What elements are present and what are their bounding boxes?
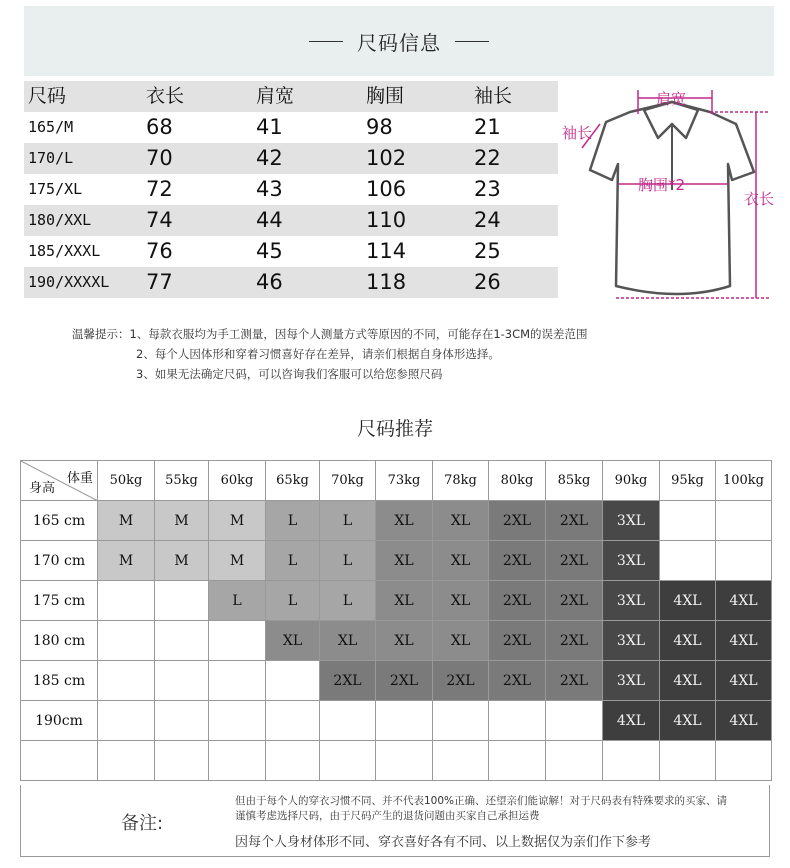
cell-length: 74	[146, 208, 173, 232]
size-cell: 3XL	[603, 501, 660, 541]
cell-length: 77	[146, 270, 173, 294]
size-cell: 3XL	[603, 581, 660, 621]
size-cell: 2XL	[489, 581, 546, 621]
height-label	[21, 741, 98, 781]
size-cell: XL	[376, 621, 433, 661]
size-cell: L	[266, 581, 320, 621]
weight-header: 73kg	[376, 461, 433, 501]
size-cell	[660, 541, 716, 581]
size-cell: 2XL	[489, 541, 546, 581]
weight-header: 70kg	[320, 461, 376, 501]
table-row	[21, 501, 772, 541]
height-label: 165 cm	[21, 501, 98, 541]
cell-length: 72	[146, 177, 173, 201]
weight-header: 55kg	[155, 461, 209, 501]
size-cell: 2XL	[489, 501, 546, 541]
notes-prefix: 温馨提示：	[72, 327, 130, 341]
size-cell	[155, 701, 209, 741]
shirt-icon	[560, 80, 790, 316]
size-cell	[376, 701, 433, 741]
size-cell	[433, 741, 489, 781]
size-cell: XL	[433, 581, 489, 621]
remark-disclaimer: 因每个人身材体形不同、穿衣喜好各有不同、以上数据仅为亲们作下参考	[235, 835, 652, 850]
recommendation-title: 尺码推荐	[356, 418, 433, 440]
note-line	[72, 324, 588, 344]
size-cell: L	[320, 541, 376, 581]
header-shoulder: 肩宽	[256, 85, 295, 107]
weight-header: 100kg	[716, 461, 772, 501]
size-cell: L	[266, 541, 320, 581]
size-recommendation-table	[20, 460, 772, 781]
size-cell: 3XL	[603, 541, 660, 581]
size-cell: M	[155, 541, 209, 581]
cell-chest: 118	[366, 270, 407, 294]
size-cell: 2XL	[546, 581, 603, 621]
size-cell: XL	[433, 501, 489, 541]
size-cell: M	[209, 541, 266, 581]
size-cell	[98, 701, 155, 741]
cell-chest: 102	[366, 146, 407, 170]
size-cell: 3XL	[603, 661, 660, 701]
height-label: 170 cm	[21, 541, 98, 581]
cell-size: 165/M	[28, 118, 74, 136]
weight-header: 95kg	[660, 461, 716, 501]
header-length: 衣长	[146, 85, 185, 107]
remark-text: 但由于每个人的穿衣习惯不同、并不代表100%正确、还望亲们能谅解！对于尺码表有特殊要求的买家、请谨慎考虑选择尺码，由于尺码产生的退货问题由买家自己承担运费	[235, 795, 728, 822]
cell-shoulder: 44	[256, 208, 283, 232]
size-cell: 4XL	[716, 661, 772, 701]
weight-header: 78kg	[433, 461, 489, 501]
size-cell: M	[155, 501, 209, 541]
cell-shoulder: 43	[256, 177, 283, 201]
size-cell	[716, 741, 772, 781]
table-row	[24, 143, 558, 174]
note-item: 3、如果无法确定尺码，可以咨询我们客服可以给您参照尺码	[136, 367, 443, 381]
remark-box	[20, 785, 770, 857]
cell-shoulder: 41	[256, 115, 283, 139]
weight-header: 50kg	[98, 461, 155, 501]
size-table-header	[24, 81, 558, 112]
size-cell: XL	[433, 621, 489, 661]
size-cell: 4XL	[716, 701, 772, 741]
size-cell: XL	[376, 581, 433, 621]
size-cell	[98, 621, 155, 661]
size-cell	[320, 701, 376, 741]
weight-header: 60kg	[209, 461, 266, 501]
height-label: 185 cm	[21, 661, 98, 701]
cell-size: 170/L	[28, 149, 74, 167]
size-cell: XL	[376, 541, 433, 581]
weight-header-row	[21, 461, 772, 501]
table-row	[24, 267, 558, 298]
cell-chest: 110	[366, 208, 407, 232]
size-cell: 2XL	[320, 661, 376, 701]
size-cell: 3XL	[603, 621, 660, 661]
cell-length: 68	[146, 115, 173, 139]
size-cell	[155, 581, 209, 621]
cell-chest: 114	[366, 239, 407, 263]
cell-size: 190/XXXXL	[28, 273, 110, 291]
cell-sleeve: 22	[474, 146, 501, 170]
weight-header: 90kg	[603, 461, 660, 501]
weight-header: 65kg	[266, 461, 320, 501]
size-cell	[209, 621, 266, 661]
size-cell	[489, 701, 546, 741]
table-row	[24, 174, 558, 205]
cell-shoulder: 46	[256, 270, 283, 294]
size-cell: XL	[266, 621, 320, 661]
title-dash-right	[455, 41, 489, 42]
size-cell: XL	[376, 501, 433, 541]
size-cell: 4XL	[603, 701, 660, 741]
size-cell	[716, 541, 772, 581]
size-cell	[433, 701, 489, 741]
size-cell	[376, 741, 433, 781]
table-row	[21, 621, 772, 661]
cell-length: 70	[146, 146, 173, 170]
size-cell	[266, 741, 320, 781]
size-cell	[660, 501, 716, 541]
size-cell: XL	[433, 541, 489, 581]
table-row	[21, 741, 772, 781]
height-label: 190cm	[21, 701, 98, 741]
cell-chest: 106	[366, 177, 407, 201]
cell-shoulder: 45	[256, 239, 283, 263]
table-row	[21, 661, 772, 701]
size-cell	[266, 661, 320, 701]
size-cell: 4XL	[660, 701, 716, 741]
size-info-table	[24, 81, 558, 298]
size-cell: L	[209, 581, 266, 621]
size-cell	[98, 741, 155, 781]
table-row	[24, 236, 558, 267]
size-cell: L	[320, 501, 376, 541]
size-cell	[209, 701, 266, 741]
size-cell: M	[98, 501, 155, 541]
size-cell	[546, 741, 603, 781]
shoulder-label: 肩宽	[656, 90, 687, 108]
cell-chest: 98	[366, 115, 393, 139]
size-cell	[320, 741, 376, 781]
length-label: 衣长	[744, 190, 775, 208]
size-cell: XL	[320, 621, 376, 661]
height-label: 175 cm	[21, 581, 98, 621]
size-cell	[98, 661, 155, 701]
cell-sleeve: 25	[474, 239, 501, 263]
weight-header: 80kg	[489, 461, 546, 501]
table-row	[21, 581, 772, 621]
size-cell	[155, 621, 209, 661]
size-cell: 2XL	[489, 621, 546, 661]
size-cell: L	[320, 581, 376, 621]
corner-height-label: 身高	[29, 481, 56, 496]
size-cell	[716, 501, 772, 541]
size-cell	[98, 581, 155, 621]
section-banner	[24, 6, 774, 76]
height-label: 180 cm	[21, 621, 98, 661]
corner-cell	[21, 461, 98, 501]
chest-label: 胸围*2	[638, 176, 686, 194]
size-cell: 4XL	[660, 581, 716, 621]
size-cell: 4XL	[716, 581, 772, 621]
cell-length: 76	[146, 239, 173, 263]
size-cell: 4XL	[660, 621, 716, 661]
sleeve-label: 袖长	[562, 124, 593, 142]
remark-label: 备注:	[121, 813, 164, 834]
cell-size: 180/XXL	[28, 211, 92, 229]
size-cell: 2XL	[546, 541, 603, 581]
cell-sleeve: 23	[474, 177, 501, 201]
corner-weight-label: 体重	[66, 471, 93, 486]
cell-sleeve: 26	[474, 270, 501, 294]
header-sleeve: 袖长	[474, 85, 513, 107]
note-item: 1、每款衣服均为手工测量，因每个人测量方式等原因的不同，可能存在1-3CM的误差范围	[129, 327, 588, 341]
size-cell: 2XL	[433, 661, 489, 701]
header-size: 尺码	[28, 85, 67, 107]
cell-size: 175/XL	[28, 180, 83, 198]
cell-size: 185/XXXL	[28, 242, 101, 260]
cell-shoulder: 42	[256, 146, 283, 170]
size-cell: 4XL	[660, 661, 716, 701]
size-cell: 2XL	[546, 661, 603, 701]
shirt-measurement-diagram	[560, 80, 790, 316]
cell-sleeve: 24	[474, 208, 501, 232]
header-chest: 胸围	[366, 85, 405, 107]
size-cell: 2XL	[546, 501, 603, 541]
size-cell: L	[266, 501, 320, 541]
note-item: 2、每个人因体形和穿着习惯喜好存在差异，请亲们根据自身体形选择。	[136, 347, 500, 361]
section-title: 尺码信息	[357, 30, 441, 55]
size-cell	[546, 701, 603, 741]
table-row	[24, 205, 558, 236]
size-cell	[155, 661, 209, 701]
size-cell: M	[209, 501, 266, 541]
title-dash-left	[309, 41, 343, 42]
size-cell: 2XL	[376, 661, 433, 701]
size-cell: M	[98, 541, 155, 581]
cell-sleeve: 21	[474, 115, 501, 139]
size-cell	[660, 741, 716, 781]
notes-block	[72, 324, 588, 384]
size-cell	[489, 741, 546, 781]
size-cell	[209, 661, 266, 701]
table-row	[21, 701, 772, 741]
weight-header: 85kg	[546, 461, 603, 501]
table-row	[24, 112, 558, 143]
size-cell: 4XL	[716, 621, 772, 661]
table-row	[21, 541, 772, 581]
size-cell	[603, 741, 660, 781]
size-cell: 2XL	[546, 621, 603, 661]
size-cell: 2XL	[489, 661, 546, 701]
size-cell	[209, 741, 266, 781]
size-cell	[155, 741, 209, 781]
size-cell	[266, 701, 320, 741]
